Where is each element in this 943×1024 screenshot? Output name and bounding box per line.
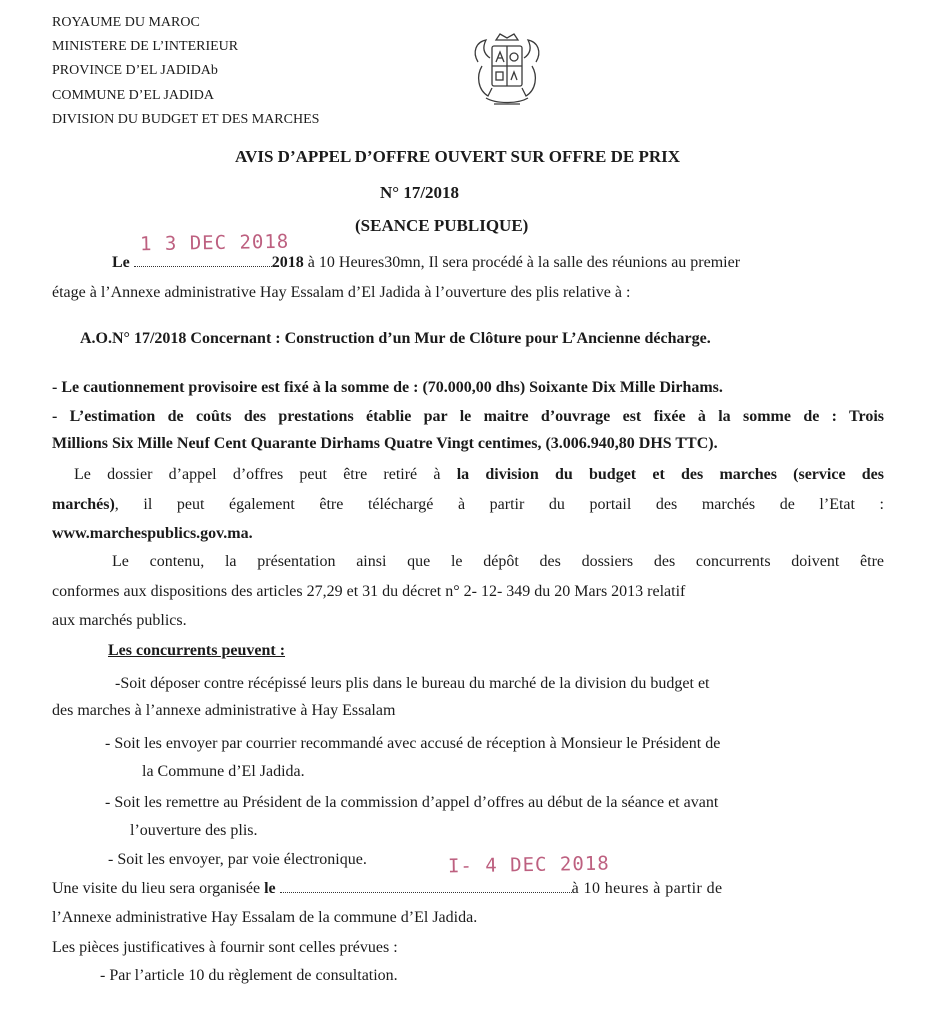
date-blank — [134, 252, 272, 267]
option-deposit-line2: des marches à l’annexe administrative à Hay Essalam — [52, 702, 396, 719]
site-visit-text-a: Une visite du lieu sera organisée — [52, 880, 265, 897]
portal-url: www.marchespublics.gov.ma. — [52, 525, 253, 542]
content-line1: Le contenu, la présentation ainsi que le dépôt des dossiers des concurrents doivent être — [112, 553, 884, 570]
option-deposit-line1: -Soit déposer contre récépissé leurs plis dans le bureau du marché de la division du budget et — [115, 675, 710, 692]
content-line2: conformes aux dispositions des articles 27,29 et 31 du décret n° 2- 12- 349 du 20 Mars 2013 relatif — [52, 583, 686, 600]
supporting-documents: Les pièces justificatives à fournir sont celles prévues : — [52, 939, 398, 956]
cost-estimate-line2: Millions Six Mille Neuf Cent Quarante Dirhams Quatre Vingt centimes, (3.006.940,80 DHS TTC). — [52, 435, 718, 452]
option-handover-line1: - Soit les remettre au Président de la commission d’appel d’offres au début de la séance et avant — [105, 794, 719, 811]
site-visit-line2: l’Annexe administrative Hay Essalam de la commune d’El Jadida. — [52, 909, 478, 926]
site-visit-text-b: à 10 heures à partir de — [571, 880, 723, 897]
content-line3: aux marchés publics. — [52, 612, 187, 629]
service-name: marchés) — [52, 496, 115, 513]
opening-year: 2018 — [271, 254, 304, 271]
dossier-line2 — [52, 495, 884, 515]
date-stamp-visit: I- 4 DEC 2018 — [447, 852, 610, 878]
option-handover-line2: l’ouverture des plis. — [130, 822, 258, 839]
article-reference: - Par l’article 10 du règlement de consultation. — [100, 967, 398, 984]
le-label: Le — [112, 254, 130, 271]
session-type: (SEANCE PUBLIQUE) — [355, 216, 529, 235]
dossier-line1 — [74, 465, 884, 485]
header-line-commune: COMMUNE D’EL JADIDA — [52, 88, 215, 103]
option-mail-line1: - Soit les envoyer par courrier recommandé avec accusé de réception à Monsieur le Président de — [105, 735, 721, 752]
dossier-text-a: Le dossier d’appel d’offres peut être retiré à — [74, 466, 457, 483]
bidders-heading: Les concurrents peuvent : — [108, 642, 286, 659]
opening-time-text: à 10 Heures30mn, Il sera procédé à la salle des réunions au premier — [303, 254, 741, 271]
site-visit-le: le — [264, 880, 276, 897]
header-line-ministry: MINISTERE DE L’INTERIEUR — [52, 39, 239, 54]
header-line-kingdom: ROYAUME DU MAROC — [52, 15, 200, 30]
notice-number: N° 17/2018 — [380, 183, 460, 202]
option-electronic: - Soit les envoyer, par voie électronique. — [108, 851, 367, 868]
header-line-division: DIVISION DU BUDGET ET DES MARCHES — [52, 112, 320, 127]
site-visit-line1 — [52, 878, 884, 899]
date-stamp-opening: 1 3 DEC 2018 — [139, 230, 290, 256]
option-mail-line2: la Commune d’El Jadida. — [142, 763, 305, 780]
visit-date-blank — [280, 878, 572, 893]
dossier-text-b: , il peut également être téléchargé à partir du portail des marchés de l’Etat : — [114, 496, 884, 513]
coat-of-arms-icon — [466, 32, 548, 114]
header-line-province: PROVINCE D’EL JADIDAb — [52, 63, 218, 78]
opening-paragraph-line2: étage à l’Annexe administrative Hay Essalam d’El Jadida à l’ouverture des plis relative à : — [52, 284, 631, 301]
division-name: la division du budget et des marches (service des — [456, 466, 885, 483]
aon-subject: A.O.N° 17/2018 Concernant : Construction d’un Mur de Clôture pour L’Ancienne décharge. — [80, 330, 711, 347]
notice-title: AVIS D’APPEL D’OFFRE OUVERT SUR OFFRE DE PRIX — [235, 147, 681, 166]
cost-estimate-line1: - L’estimation de coûts des prestations établie par le maitre d’ouvrage est fixée à la somme de : Trois — [52, 408, 884, 425]
opening-paragraph-line1 — [112, 252, 884, 273]
provisional-bond: - Le cautionnement provisoire est fixé à la somme de : (70.000,00 dhs) Soixante Dix Mille Dirhams. — [52, 379, 723, 396]
